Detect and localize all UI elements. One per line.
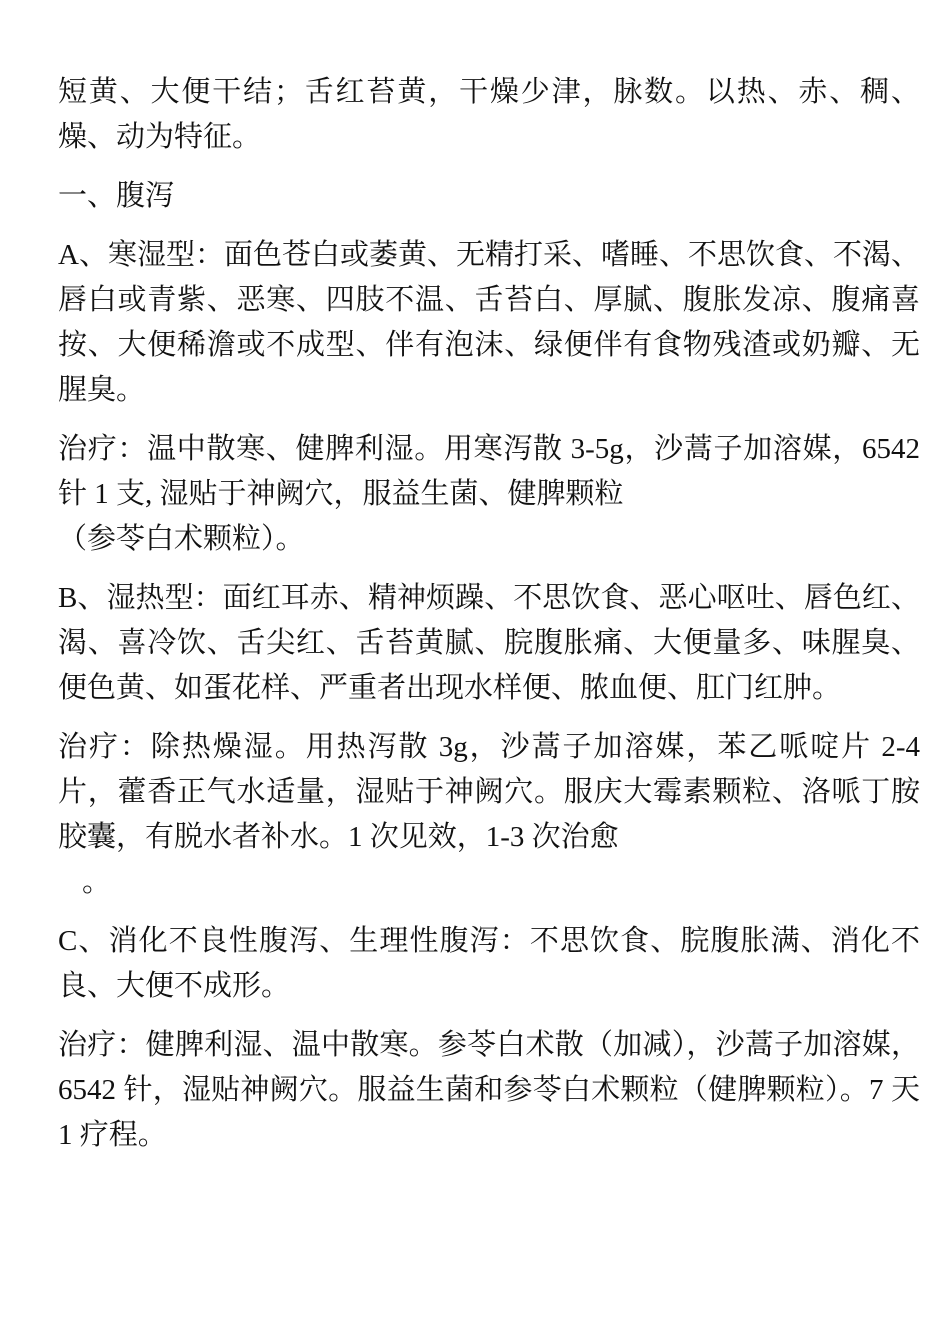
type-b-treatment xyxy=(58,725,920,905)
type-a-treatment-tail: （参苓白术颗粒）。 xyxy=(58,523,305,555)
type-a-treatment-main: 治疗：温中散寒、健脾利湿。用寒泻散 3-5g，沙蒿子加溶媒，6542 针 1 支, 湿贴于神阙穴，服益生菌、健脾颗粒 xyxy=(58,433,920,510)
type-a-treatment xyxy=(58,427,920,562)
type-c-description: C、消化不良性腹泻、生理性腹泻：不思饮食、脘腹胀满、消化不良、大便不成形。 xyxy=(58,925,920,1002)
type-b-treatment-tail: 。 xyxy=(82,866,112,898)
type-a-description: A、寒湿型：面色苍白或萎黄、无精打采、嗜睡、不思饮食、不渴、唇白或青紫、恶寒、四肢不温、舌苔白、厚腻、腹胀发凉、腹痛喜按、大便稀澹或不成型、伴有泡沫、绿便伴有食物残渣或奶瓣、无腥臭。 xyxy=(58,239,920,406)
section-title: 一、腹泻 xyxy=(58,180,175,212)
type-b-description: B、湿热型：面红耳赤、精神烦躁、不思饮食、恶心呕吐、唇色红、渴、喜冷饮、舌尖红、舌苔黄腻、脘腹胀痛、大便量多、味腥臭、便色黄、如蛋花样、严重者出现水样便、脓血便、肛门红肿。 xyxy=(58,582,920,704)
intro-paragraph: 短黄、大便干结；舌红苔黄，干燥少津，脉数。以热、赤、稠、燥、动为特征。 xyxy=(58,76,920,153)
document-page xyxy=(58,70,920,1172)
type-c-treatment: 治疗：健脾利湿、温中散寒。参苓白术散（加减），沙蒿子加溶媒，6542 针，湿贴神阙穴。服益生菌和参苓白术颗粒（健脾颗粒）。7 天 1 疗程。 xyxy=(58,1029,920,1151)
type-b-treatment-main: 治疗：除热燥湿。用热泻散 3g，沙蒿子加溶媒，苯乙哌啶片 2-4 片，藿香正气水适量，湿贴于神阙穴。服庆大霉素颗粒、洛哌丁胺胶囊，有脱水者补水。1 次见效，1-3 次治愈 xyxy=(58,731,920,853)
